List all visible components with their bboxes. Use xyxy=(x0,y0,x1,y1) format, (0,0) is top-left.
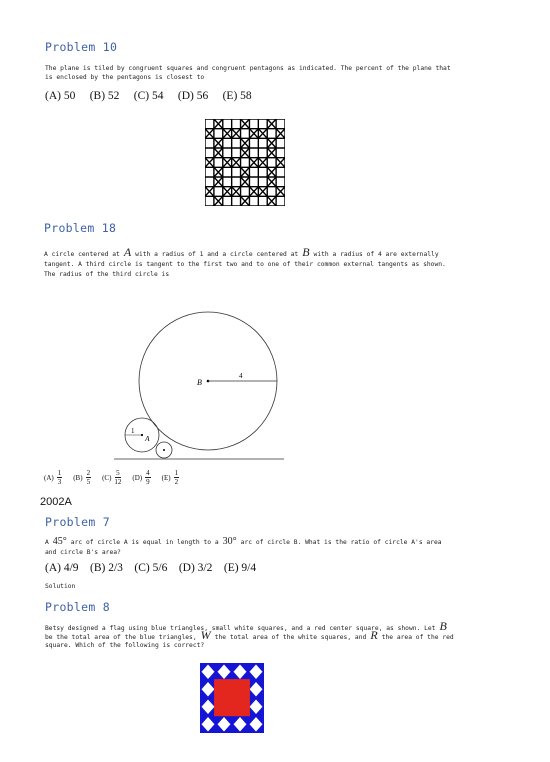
denominator: 9 xyxy=(146,478,150,486)
denominator: 3 xyxy=(57,478,62,486)
fraction xyxy=(145,469,151,486)
problem-18-choices xyxy=(44,469,179,486)
numerator: 2 xyxy=(86,469,91,477)
numerator: 1 xyxy=(57,469,62,477)
degree-30: 30° xyxy=(222,536,237,547)
variable-r: R xyxy=(370,628,378,642)
problem-8-text-line-3: square. Which of the following is correct? xyxy=(45,642,205,649)
choice-letter: (B) xyxy=(73,473,83,482)
variable-a: A xyxy=(123,245,132,259)
text-segment: A xyxy=(45,539,49,546)
problem-18-heading: Problem 18 xyxy=(44,221,117,235)
choice-letter: (C) xyxy=(102,473,112,482)
problem-18-text-line-1 xyxy=(44,245,439,259)
text-segment: arc of circle B. What is the ratio of circle A's area xyxy=(240,539,442,546)
choice-e xyxy=(162,469,179,486)
numerator: 1 xyxy=(174,469,179,477)
choice-letter: (D) xyxy=(132,473,143,482)
tiling-figure xyxy=(205,119,285,206)
problem-7-text-line-2: and circle B's area? xyxy=(45,549,121,556)
problem-18-text-line-2: tangent. A third circle is tangent to the first two and to one of their common external tangents as shown. xyxy=(44,261,446,268)
choice-b xyxy=(73,469,91,486)
problem-7-text-line-1 xyxy=(45,537,442,547)
problem-7-heading: Problem 7 xyxy=(45,515,111,529)
problem-10-text-line-1: The plane is tiled by congruent squares and congruent pentagons as indicated. The percent of the plane that xyxy=(45,65,451,72)
text-segment: be the total area of the blue triangles, xyxy=(45,634,197,641)
problem-8-heading: Problem 8 xyxy=(45,600,111,614)
problem-10-text-line-2: is enclosed by the pentagons is closest to xyxy=(45,74,205,81)
problem-7-choices: (A) 4/9 (B) 2/3 (C) 5/6 (D) 3/2 (E) 9/4 xyxy=(45,562,257,574)
label-1: 1 xyxy=(131,427,135,435)
denominator: 2 xyxy=(174,478,179,486)
solution-link[interactable]: Solution xyxy=(45,583,76,590)
degree-45: 45° xyxy=(52,536,67,547)
text-segment: with a radius of 4 are externally xyxy=(313,251,439,258)
numerator: 5 xyxy=(116,469,120,477)
flag-figure xyxy=(200,663,264,733)
text-segment: the total area of the white squares, and xyxy=(214,634,367,641)
problem-10-heading: Problem 10 xyxy=(45,40,118,54)
third-circle-center-dot xyxy=(163,449,165,451)
variable-b: B xyxy=(302,245,310,259)
year-heading: 2002A xyxy=(40,496,72,508)
problem-10-choices: (A) 50 (B) 52 (C) 54 (D) 56 (E) 58 xyxy=(45,90,252,102)
choice-letter: (A) xyxy=(44,473,54,482)
choice-d xyxy=(132,469,150,486)
label-b: B xyxy=(197,378,202,387)
fraction xyxy=(57,469,63,486)
label-a: A xyxy=(145,434,150,443)
text-segment: Betsy designed a flag using blue triangles, small white squares, and a red center square, as shown. Let xyxy=(45,625,436,632)
choice-letter: (E) xyxy=(161,473,171,482)
text-segment: arc of circle A is equal in length to a xyxy=(70,539,219,546)
fraction xyxy=(174,469,180,486)
fraction xyxy=(86,469,92,486)
text-segment: the area of the red xyxy=(381,634,454,641)
variable-w: W xyxy=(200,628,211,642)
problem-18-text-line-3: The radius of the third circle is xyxy=(44,271,170,278)
label-4: 4 xyxy=(239,372,243,380)
choice-a xyxy=(44,469,62,486)
numerator: 4 xyxy=(146,469,150,477)
choice-c xyxy=(102,469,121,486)
denominator: 5 xyxy=(86,478,91,486)
denominator: 12 xyxy=(114,478,122,486)
circles-figure xyxy=(110,308,290,464)
text-segment: with a radius of 1 and a circle centered at xyxy=(135,251,299,258)
red-center-square xyxy=(214,679,250,716)
fraction xyxy=(114,469,121,486)
text-segment: A circle centered at xyxy=(44,251,120,258)
variable-b: B xyxy=(439,619,447,633)
